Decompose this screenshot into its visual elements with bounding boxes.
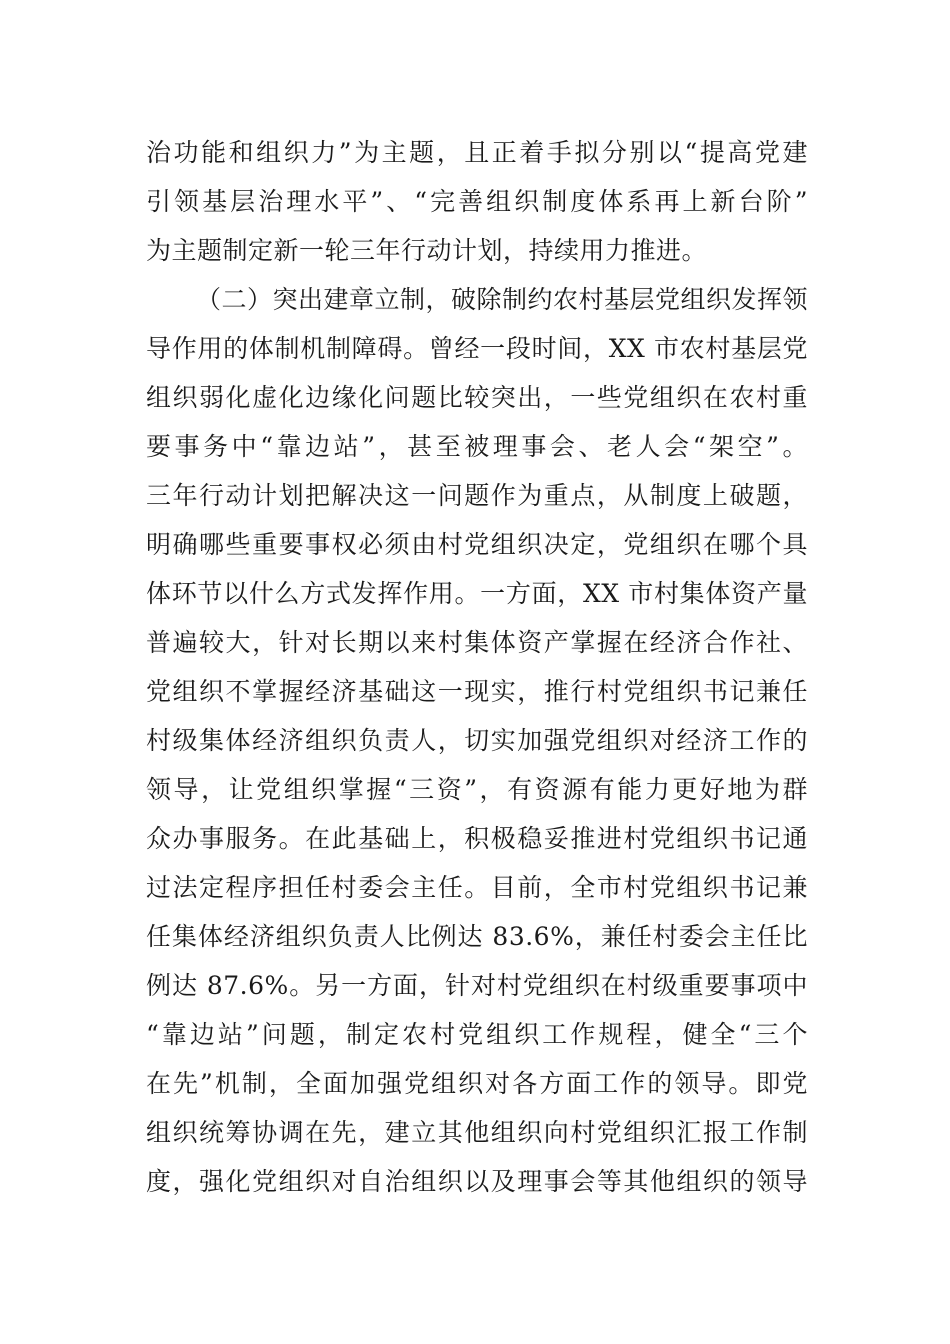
text-line: 村级集体经济组织负责人，切实加强党组织对经济工作的 [146, 726, 808, 755]
text-line: 导作用的体制机制障碍。曾经一段时间，XX 市农村基层党 [146, 334, 808, 363]
text-line: 引领基层治理水平”、“完善组织制度体系再上新台阶” [146, 187, 808, 216]
text-line: 党组织不掌握经济基础这一现实，推行村党组织书记兼任 [146, 677, 808, 706]
text-line: 组织统筹协调在先，建立其他组织向村党组织汇报工作制 [146, 1118, 808, 1147]
text-line: 普遍较大，针对长期以来村集体资产掌握在经济合作社、 [146, 628, 808, 657]
paragraph-1 [146, 128, 808, 275]
text-line: 体环节以什么方式发挥作用。一方面，XX 市村集体资产量 [146, 579, 808, 608]
text-line: “靠边站”问题，制定农村党组织工作规程，健全“三个 [146, 1020, 808, 1049]
text-line: 领导，让党组织掌握“三资”，有资源有能力更好地为群 [146, 775, 808, 804]
text-line: 过法定程序担任村委会主任。目前，全市村党组织书记兼 [146, 873, 808, 902]
text-line: 明确哪些重要事权必须由村党组织决定，党组织在哪个具 [146, 530, 808, 559]
text-line: （二）突出建章立制，破除制约农村基层党组织发挥领 [196, 285, 809, 314]
text-line: 在先”机制，全面加强党组织对各方面工作的领导。即党 [146, 1069, 808, 1098]
text-line: 任集体经济组织负责人比例达 83.6%，兼任村委会主任比 [146, 922, 808, 951]
text-line: 组织弱化虚化边缘化问题比较突出，一些党组织在农村重 [146, 383, 808, 412]
text-line: 度，强化党组织对自治组织以及理事会等其他组织的领导 [146, 1167, 808, 1196]
paragraph-2 [146, 275, 808, 1206]
text-line: 为主题制定新一轮三年行动计划，持续用力推进。 [146, 236, 708, 265]
text-line: 例达 87.6%。另一方面，针对村党组织在村级重要事项中 [146, 971, 808, 1000]
text-line: 众办事服务。在此基础上，积极稳妥推进村党组织书记通 [146, 824, 808, 853]
text-line: 治功能和组织力”为主题，且正着手拟分别以“提高党建 [146, 138, 808, 167]
document-body [146, 128, 808, 1206]
text-line: 要事务中“靠边站”，甚至被理事会、老人会“架空”。 [146, 432, 808, 461]
text-line: 三年行动计划把解决这一问题作为重点，从制度上破题， [146, 481, 808, 510]
